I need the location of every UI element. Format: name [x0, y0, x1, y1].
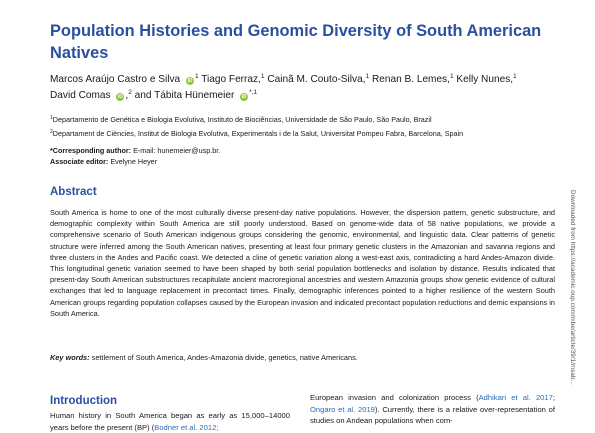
intro-left-text: Human history in South America began as early as 15,000–14000 years before the present (BP) — [50, 411, 290, 432]
corresponding-info — [50, 145, 555, 167]
author-name[interactable]: Renan B. Lemes, — [371, 74, 450, 85]
editor-name: Evelyne Heyer — [110, 157, 158, 166]
author-name[interactable]: Cainã M. Couto-Silva, — [267, 74, 366, 85]
introduction-heading: Introduction — [50, 395, 118, 407]
keywords — [50, 352, 555, 363]
author-name[interactable]: Marcos Araújo Castro e Silva — [50, 74, 181, 85]
intro-right-text-start: European invasion and colonization process ( — [310, 393, 479, 402]
article-page — [50, 0, 570, 430]
corresponding-label: *Corresponding author: — [50, 146, 132, 155]
orcid-icon[interactable]: iD — [241, 93, 247, 100]
affiliation-number: 2 — [50, 129, 53, 135]
article-title: Population Histories and Genomic Diversity of South American Natives — [50, 22, 542, 62]
citation-link[interactable]: Ongaro et al. 2019 — [310, 404, 375, 414]
abstract-text: South America is home to one of the most culturally diverse present-day native populations. However, the dispersion pattern, genetic substructure, and demographic complexity within South America are still poorly understood. Based on genome-wide data of 58 native populations, we provide a comprehensive scenario of South American indigenous groups considering the genomic, environmental, and linguistic data. Clear patterns of genetic structure were inferred among the South American natives, presenting at least four primary genetic clusters in the Amazonian and savanna regions and three clusters in the Andes and Pacific coast. We detected a cline of genetic variation along a west-east axis, contradicting a hard Andes-Amazon divide. This longitudinal genetic variation seemed to have been shaped by both serial population bottlenecks and isolation by distance. Results indicated that present-day South American substructures recapitulate ancient macroregional ancestries and western Amazonia groups show genetic evidence of cultural exchanges that led to language replacement in precontact times. Finally, demographic inferences pointed to a higher resilience of the western South American groups regarding population collapses caused by the European invasion and indicated precontact population reductions and demic expansions in South America. — [50, 208, 555, 318]
citation-link[interactable]: Bodner et al. 2012; — [154, 422, 219, 432]
download-watermark-text: Downloaded from https://academic.oup.com/mbe/article/39/1/msab... — [569, 190, 576, 385]
intro-right-column: European invasion and colonization process (Adhikari et al. 2017; Ongaro et al. 2019). Currently, there is a relative over-representation of studies on Andean populations when com- — [310, 393, 556, 425]
citation-link[interactable]: Adhikari et al. — [478, 393, 531, 402]
author-name[interactable]: David Comas — [50, 89, 111, 101]
intro-left-column: Human history in South America began as early as 15,000–14000 years before the present (BP) (Bodner et al. 2012; — [50, 411, 290, 432]
abstract-heading: Abstract — [50, 186, 97, 198]
author-affiliation-sup: *,1 — [249, 88, 258, 96]
keywords-label: Key words: — [50, 353, 90, 362]
orcid-icon[interactable]: iD — [117, 93, 123, 100]
keywords-text: settlement of South America, Andes-Amazonia divide, genetics, native Americans. — [91, 353, 358, 362]
affiliation-2 — [50, 129, 555, 139]
author-affiliation-sup: 2 — [128, 88, 132, 96]
author-affiliation-sup: 1 — [449, 73, 454, 80]
editor-label: Associate editor: — [50, 157, 109, 166]
author-list: Marcos Araújo Castro e Silva $iD^1$ Tiago Ferraz,$^1$ Cainã M. Couto-Silva,$^1$ Renan B. Lemes,$^1$ Kelly Nunes,$^1$ David Comas iD ,$^2$ and Tábita Hünemeier $iD^{*,1}$ — [50, 73, 517, 101]
orcid-icon[interactable]: iD — [187, 78, 193, 84]
affiliation-text: Departament de Ciències, Institut de Biologia Evolutiva, Experimentals i de la Salut, Universitat Pompeu Fabra, Barcelona, Spain — [52, 129, 464, 138]
author-affiliation-sup: 1 — [194, 73, 199, 80]
affiliation-number: 1 — [50, 115, 53, 121]
author-name[interactable]: and Tábita Hünemeier — [134, 89, 235, 101]
author-name[interactable]: Kelly Nunes, — [456, 74, 514, 85]
author-affiliation-sup: 1 — [365, 73, 370, 80]
author-name[interactable]: Tiago Ferraz, — [201, 74, 261, 85]
affiliation-1 — [50, 115, 555, 125]
citation-link[interactable]: 2017 — [535, 393, 553, 402]
corresponding-email[interactable]: E-mail: hunemeier@usp.br. — [133, 146, 221, 155]
author-affiliation-sup: 1 — [513, 73, 517, 80]
download-watermark — [567, 190, 581, 430]
affiliation-text: Departamento de Genética e Biologia Evolutiva, Instituto de Biociências, Universidade de São Paulo, São Paulo, Brazil — [52, 115, 432, 124]
intro-right-text-mid: ). Currently, there is a relative over-representation of studies on Andean populations when com- — [310, 404, 556, 425]
author-affiliation-sup: 1 — [260, 73, 265, 80]
